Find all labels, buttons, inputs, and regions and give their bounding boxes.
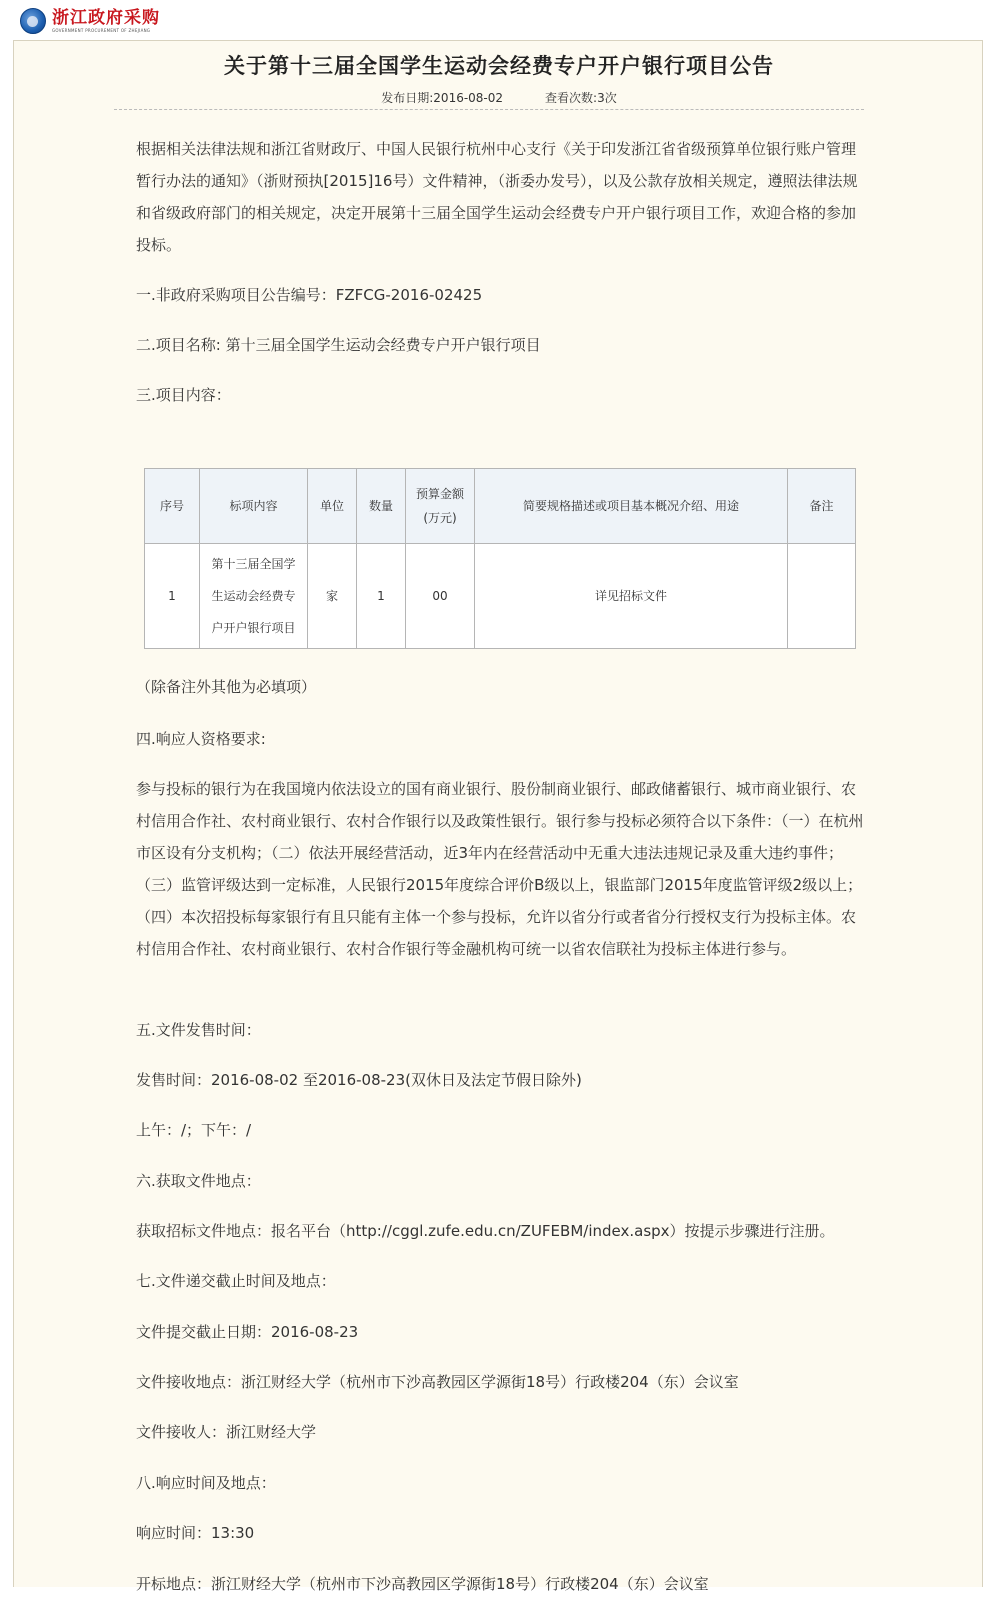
section-3-heading: 三.项目内容： — [136, 386, 231, 404]
section-6-heading: 六.获取文件地点： — [136, 1172, 261, 1190]
publish-date: 发布日期:2016-08-02 — [381, 91, 504, 105]
cell-remark — [788, 544, 856, 649]
intro-paragraph: 根据相关法律法规和浙江省财政厅、中国人民银行杭州中心支行《关于印发浙江省省级预算单位银行账户管理暂行办法的通知》（浙财预执[2015]16号）文件精神，（浙委办发号），以及公款存放相关规定，遵照法律法规和省级政府部门的相关规定，决定开展第十三届全国学生运动会经费专户开户银行项目工作，欢迎合格的参加投标。 — [136, 140, 858, 254]
cell-seq: 1 — [145, 544, 200, 649]
logo-text — [52, 9, 160, 34]
required-note: （除备注外其他为必填项） — [136, 678, 317, 696]
emblem-icon — [20, 8, 46, 34]
section-4-heading: 四.响应人资格要求: — [136, 730, 266, 748]
article-meta — [14, 89, 984, 106]
sale-hours: 上午：/；下午：/ — [136, 1121, 252, 1139]
cell-item: 第十三届全国学生运动会经费专户开户银行项目 — [200, 544, 308, 649]
table-row — [145, 544, 856, 649]
header-description: 简要规格描述或项目基本概况介绍、用途 — [475, 469, 788, 544]
logo-chinese: 浙江政府采购 — [52, 7, 160, 28]
response-time: 响应时间：13:30 — [136, 1524, 255, 1542]
section-5-heading: 五.文件发售时间： — [136, 1021, 261, 1039]
cell-unit: 家 — [308, 544, 357, 649]
header-budget-label: 预算金额 — [415, 487, 464, 501]
header-seq: 序号 — [145, 469, 200, 544]
header-budget-unit: (万元) — [423, 511, 457, 525]
cell-qty: 1 — [357, 544, 406, 649]
submission-place: 文件接收地点：浙江财经大学（杭州市下沙高教园区学源街18号）行政楼204（东）会议室 — [136, 1373, 739, 1391]
section-7-heading: 七.文件递交截止时间及地点： — [136, 1272, 336, 1290]
section-2-project-name: 二.项目名称: 第十三届全国学生运动会经费专户开户银行项目 — [136, 336, 541, 354]
section-1-notice-number: 一.非政府采购项目公告编号：FZFCG-2016-02425 — [136, 286, 483, 304]
submission-deadline: 文件提交截止日期：2016-08-23 — [136, 1323, 359, 1341]
submission-receiver: 文件接收人：浙江财经大学 — [136, 1423, 317, 1441]
header-item: 标项内容 — [200, 469, 308, 544]
document-location: 获取招标文件地点：报名平台（http://cggl.zufe.edu.cn/ZUFEBM/index.aspx）按提示步骤进行注册。 — [136, 1222, 835, 1240]
site-logo[interactable] — [20, 6, 160, 36]
cell-budget: 00 — [406, 544, 475, 649]
section-8-heading: 八.响应时间及地点： — [136, 1474, 276, 1492]
cell-description: 详见招标文件 — [475, 544, 788, 649]
section-4-requirements: 参与投标的银行为在我国境内依法设立的国有商业银行、股份制商业银行、邮政储蓄银行、城市商业银行、农村信用合作社、农村商业银行、农村合作银行以及政策性银行。银行参与投标必须符合以下条件：（一）在杭州市区设有分支机构；（二）依法开展经营活动，近3年内在经营活动中无重大违法违规记录及重大违约事件；（三）监管评级达到一定标准，人民银行2015年度综合评价B级以上，银监部门2015年度监管评级2级以上；（四）本次招投标每家银行有且只能有主体一个参与投标，允许以省分行或者省分行授权支行为投标主体。农村信用合作社、农村商业银行、农村合作银行等金融机构可统一以省农信联社为投标主体进行参与。 — [136, 780, 864, 958]
opening-place: 开标地点：浙江财经大学（杭州市下沙高教园区学源街18号）行政楼204（东）会议室 — [136, 1575, 709, 1593]
view-count: 查看次数:3次 — [545, 91, 617, 105]
site-header — [0, 0, 1005, 40]
article-panel — [13, 40, 983, 1593]
header-remark: 备注 — [788, 469, 856, 544]
header-unit: 单位 — [308, 469, 357, 544]
table-header-row — [145, 469, 856, 544]
project-items-table — [144, 468, 856, 649]
header-qty: 数量 — [357, 469, 406, 544]
logo-english: GOVERNMENT PROCUREMENT OF ZHEJIANG — [52, 27, 151, 33]
title-divider — [114, 109, 864, 110]
sale-time: 发售时间：2016-08-02 至2016-08-23(双休日及法定节假日除外) — [136, 1071, 582, 1089]
header-budget — [406, 469, 475, 544]
page-title: 关于第十三届全国学生运动会经费专户开户银行项目公告 — [224, 54, 774, 78]
